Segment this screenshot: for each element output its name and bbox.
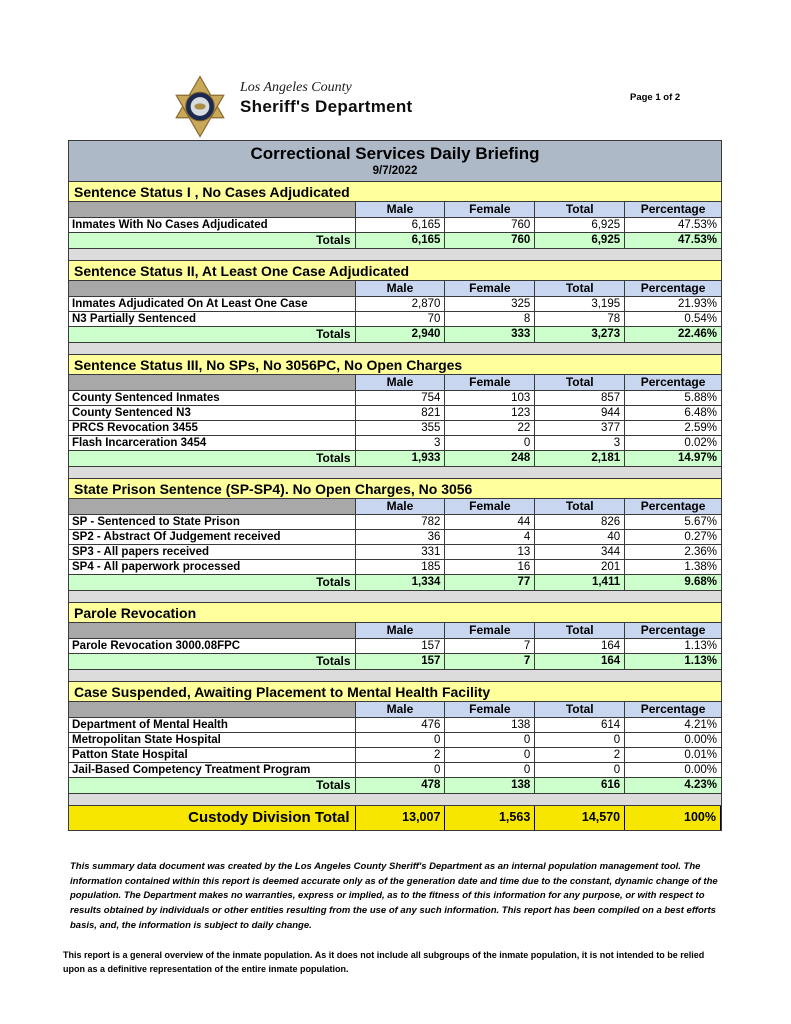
- table-row: [69, 406, 721, 421]
- section-gap: [69, 343, 721, 355]
- column-header-percentage: Percentage: [625, 623, 721, 638]
- cell-male: 355: [356, 421, 446, 435]
- totals-label: Totals: [69, 327, 356, 342]
- section-title: Case Suspended, Awaiting Placement to Mental Health Facility: [69, 682, 721, 702]
- cell-percentage: 0.02%: [684, 437, 717, 449]
- cell-total: 201: [535, 560, 625, 574]
- table-row: [69, 515, 721, 530]
- cell-total: 0: [535, 763, 625, 777]
- cell-male: 0: [356, 733, 446, 747]
- column-header-female: Female: [445, 202, 535, 217]
- table-row: [69, 218, 721, 233]
- totals-total: 616: [535, 778, 625, 793]
- row-label: Parole Revocation 3000.08FPC: [69, 639, 356, 653]
- cell-male: 36: [356, 530, 446, 544]
- cell-total: 40: [535, 530, 625, 544]
- filler-cell: [69, 281, 356, 296]
- cell-percentage: 0.54%: [684, 313, 717, 325]
- totals-male: 478: [356, 778, 446, 793]
- cell-female: 0: [445, 748, 535, 762]
- column-header-total: Total: [535, 702, 625, 717]
- column-header-male: Male: [356, 202, 446, 217]
- row-label: Jail-Based Competency Treatment Program: [69, 763, 356, 777]
- column-header-female: Female: [445, 375, 535, 390]
- column-header-total: Total: [535, 375, 625, 390]
- cell-female: 8: [445, 312, 535, 326]
- logo-department: Sheriff's Department: [240, 97, 413, 116]
- column-header-female: Female: [445, 623, 535, 638]
- report-section: [69, 603, 721, 670]
- cell-female: 325: [445, 297, 535, 311]
- column-header-female: Female: [445, 702, 535, 717]
- cell-female: 103: [445, 391, 535, 405]
- cell-female: 44: [445, 515, 535, 529]
- totals-label: Totals: [69, 778, 356, 793]
- totals-percentage: 47.53%: [677, 234, 717, 246]
- grand-total-total: 14,570: [535, 806, 625, 830]
- totals-total: 164: [535, 654, 625, 669]
- table-row: [69, 436, 721, 451]
- column-header-female: Female: [445, 499, 535, 514]
- cell-male: 0: [356, 763, 446, 777]
- row-label: SP3 - All papers received: [69, 545, 356, 559]
- totals-total: 3,273: [535, 327, 625, 342]
- report-sections: [69, 182, 721, 806]
- row-label: PRCS Revocation 3455: [69, 421, 356, 435]
- cell-total: 78: [535, 312, 625, 326]
- cell-female: 123: [445, 406, 535, 420]
- column-header-percentage: Percentage: [625, 202, 721, 217]
- logo-county: Los Angeles County: [240, 80, 352, 95]
- table-row: [69, 312, 721, 327]
- cell-male: 2,870: [356, 297, 446, 311]
- cell-total: 3,195: [535, 297, 625, 311]
- cell-total: 6,925: [535, 218, 625, 232]
- totals-row: [69, 778, 721, 794]
- column-header-row: [69, 499, 721, 515]
- table-row: [69, 718, 721, 733]
- totals-row: [69, 327, 721, 343]
- row-label: Metropolitan State Hospital: [69, 733, 356, 747]
- cell-male: 2: [356, 748, 446, 762]
- totals-total: 6,925: [535, 233, 625, 248]
- totals-female: 7: [445, 654, 535, 669]
- disclaimer-text: This summary data document was created by the Los Angeles County Sheriff's Department as an internal population management tool. The information contained within this report is deemed accurate only as of the generation date and time due to the constant, dynamic change of the population. The Department makes no warranties, express or implied, as to the fitness of this information for any purpose, or with respect to results obtained by individuals or other entities resulting from the use of any such information. This report has been compiled on a best efforts basis, and, the information is subject to daily change.: [70, 861, 718, 931]
- sheriff-star-badge-icon: [168, 74, 232, 144]
- totals-percentage: 1.13%: [684, 655, 717, 667]
- filler-cell: [69, 499, 356, 514]
- document-header: [168, 74, 413, 144]
- table-row: [69, 560, 721, 575]
- cell-percentage: 2.59%: [684, 422, 717, 434]
- cell-female: 0: [445, 733, 535, 747]
- row-label: SP4 - All paperwork processed: [69, 560, 356, 574]
- cell-male: 157: [356, 639, 446, 653]
- totals-male: 1,334: [356, 575, 446, 590]
- totals-row: [69, 451, 721, 467]
- totals-percentage: 14.97%: [677, 452, 717, 464]
- section-title: State Prison Sentence (SP-SP4). No Open Charges, No 3056: [69, 479, 721, 499]
- cell-female: 22: [445, 421, 535, 435]
- cell-percentage: 6.48%: [684, 407, 717, 419]
- grand-total-percentage: 100%: [625, 806, 721, 830]
- section-title: Sentence Status II, At Least One Case Adjudicated: [69, 261, 721, 281]
- totals-percentage: 22.46%: [677, 328, 717, 340]
- grand-total-female: 1,563: [445, 806, 535, 830]
- totals-row: [69, 233, 721, 249]
- cell-total: 164: [535, 639, 625, 653]
- totals-percentage: 4.23%: [684, 779, 717, 791]
- cell-male: 6,165: [356, 218, 446, 232]
- totals-row: [69, 575, 721, 591]
- cell-female: 138: [445, 718, 535, 732]
- column-header-total: Total: [535, 281, 625, 296]
- page-number-label: Page 1 of 2: [630, 92, 681, 103]
- column-header-female: Female: [445, 281, 535, 296]
- cell-percentage: 4.21%: [684, 719, 717, 731]
- cell-percentage: 0.00%: [684, 764, 717, 776]
- cell-female: 0: [445, 763, 535, 777]
- column-header-row: [69, 702, 721, 718]
- section-gap: [69, 794, 721, 806]
- report-date: 9/7/2022: [372, 165, 418, 177]
- report-container: [68, 140, 722, 831]
- section-gap: [69, 670, 721, 682]
- cell-total: 826: [535, 515, 625, 529]
- cell-male: 185: [356, 560, 446, 574]
- totals-total: 1,411: [535, 575, 625, 590]
- totals-label: Totals: [69, 654, 356, 669]
- cell-total: 857: [535, 391, 625, 405]
- cell-percentage: 5.88%: [684, 392, 717, 404]
- cell-male: 331: [356, 545, 446, 559]
- filler-cell: [69, 375, 356, 390]
- table-row: [69, 530, 721, 545]
- section-title: Sentence Status III, No SPs, No 3056PC, No Open Charges: [69, 355, 721, 375]
- cell-total: 2: [535, 748, 625, 762]
- table-row: [69, 391, 721, 406]
- row-label: County Sentenced N3: [69, 406, 356, 420]
- cell-male: 754: [356, 391, 446, 405]
- column-header-total: Total: [535, 623, 625, 638]
- totals-percentage: 9.68%: [684, 576, 717, 588]
- totals-female: 138: [445, 778, 535, 793]
- totals-male: 6,165: [356, 233, 446, 248]
- column-header-male: Male: [356, 375, 446, 390]
- grand-total-row: [69, 806, 721, 830]
- column-header-row: [69, 623, 721, 639]
- logo-text: [240, 74, 413, 117]
- column-header-male: Male: [356, 499, 446, 514]
- cell-percentage: 1.38%: [684, 561, 717, 573]
- cell-total: 614: [535, 718, 625, 732]
- report-title: Correctional Services Daily Briefing: [250, 144, 540, 163]
- section-gap: [69, 467, 721, 479]
- cell-total: 344: [535, 545, 625, 559]
- report-section: [69, 182, 721, 249]
- grand-total-male: 13,007: [356, 806, 446, 830]
- cell-male: 70: [356, 312, 446, 326]
- totals-female: 333: [445, 327, 535, 342]
- column-header-male: Male: [356, 281, 446, 296]
- column-header-male: Male: [356, 702, 446, 717]
- column-header-percentage: Percentage: [625, 702, 721, 717]
- cell-female: 0: [445, 436, 535, 450]
- cell-total: 0: [535, 733, 625, 747]
- totals-total: 2,181: [535, 451, 625, 466]
- totals-male: 2,940: [356, 327, 446, 342]
- column-header-percentage: Percentage: [625, 375, 721, 390]
- column-header-total: Total: [535, 202, 625, 217]
- row-label: Flash Incarceration 3454: [69, 436, 356, 450]
- column-header-row: [69, 375, 721, 391]
- cell-total: 3: [535, 436, 625, 450]
- cell-percentage: 47.53%: [677, 219, 717, 231]
- filler-cell: [69, 623, 356, 638]
- cell-female: 4: [445, 530, 535, 544]
- report-section: [69, 682, 721, 794]
- cell-percentage: 0.27%: [684, 531, 717, 543]
- report-section: [69, 479, 721, 591]
- cell-percentage: 2.36%: [684, 546, 717, 558]
- section-gap: [69, 591, 721, 603]
- table-row: [69, 733, 721, 748]
- filler-cell: [69, 702, 356, 717]
- row-label: N3 Partially Sentenced: [69, 312, 356, 326]
- totals-male: 157: [356, 654, 446, 669]
- footer-note: This report is a general overview of the inmate population. As it does not include all subgroups of the inmate population, it is not intended to be relied upon as a definitive representation of the entire inmate population.: [63, 950, 705, 975]
- report-section: [69, 261, 721, 343]
- totals-row: [69, 654, 721, 670]
- cell-percentage: 1.13%: [684, 640, 717, 652]
- totals-female: 77: [445, 575, 535, 590]
- row-label: County Sentenced Inmates: [69, 391, 356, 405]
- totals-male: 1,933: [356, 451, 446, 466]
- column-header-row: [69, 202, 721, 218]
- row-label: SP - Sentenced to State Prison: [69, 515, 356, 529]
- filler-cell: [69, 202, 356, 217]
- column-header-percentage: Percentage: [625, 499, 721, 514]
- report-title-bar: [69, 141, 721, 182]
- report-section: [69, 355, 721, 467]
- cell-male: 3: [356, 436, 446, 450]
- row-label: Inmates Adjudicated On At Least One Case: [69, 297, 356, 311]
- row-label: SP2 - Abstract Of Judgement received: [69, 530, 356, 544]
- table-row: [69, 297, 721, 312]
- row-label: Inmates With No Cases Adjudicated: [69, 218, 356, 232]
- table-row: [69, 748, 721, 763]
- section-title: Parole Revocation: [69, 603, 721, 623]
- column-header-percentage: Percentage: [625, 281, 721, 296]
- cell-percentage: 0.01%: [684, 749, 717, 761]
- row-label: Patton State Hospital: [69, 748, 356, 762]
- totals-female: 248: [445, 451, 535, 466]
- cell-male: 821: [356, 406, 446, 420]
- cell-female: 760: [445, 218, 535, 232]
- cell-female: 13: [445, 545, 535, 559]
- table-row: [69, 639, 721, 654]
- cell-percentage: 21.93%: [677, 298, 717, 310]
- grand-total-label: Custody Division Total: [69, 806, 356, 830]
- totals-label: Totals: [69, 451, 356, 466]
- section-gap: [69, 249, 721, 261]
- table-row: [69, 545, 721, 560]
- totals-female: 760: [445, 233, 535, 248]
- table-row: [69, 763, 721, 778]
- column-header-total: Total: [535, 499, 625, 514]
- cell-male: 476: [356, 718, 446, 732]
- cell-female: 16: [445, 560, 535, 574]
- row-label: Department of Mental Health: [69, 718, 356, 732]
- cell-female: 7: [445, 639, 535, 653]
- cell-total: 944: [535, 406, 625, 420]
- totals-label: Totals: [69, 233, 356, 248]
- section-title: Sentence Status I , No Cases Adjudicated: [69, 182, 721, 202]
- totals-label: Totals: [69, 575, 356, 590]
- column-header-row: [69, 281, 721, 297]
- cell-male: 782: [356, 515, 446, 529]
- column-header-male: Male: [356, 623, 446, 638]
- cell-percentage: 0.00%: [684, 734, 717, 746]
- table-row: [69, 421, 721, 436]
- cell-total: 377: [535, 421, 625, 435]
- cell-percentage: 5.67%: [684, 516, 717, 528]
